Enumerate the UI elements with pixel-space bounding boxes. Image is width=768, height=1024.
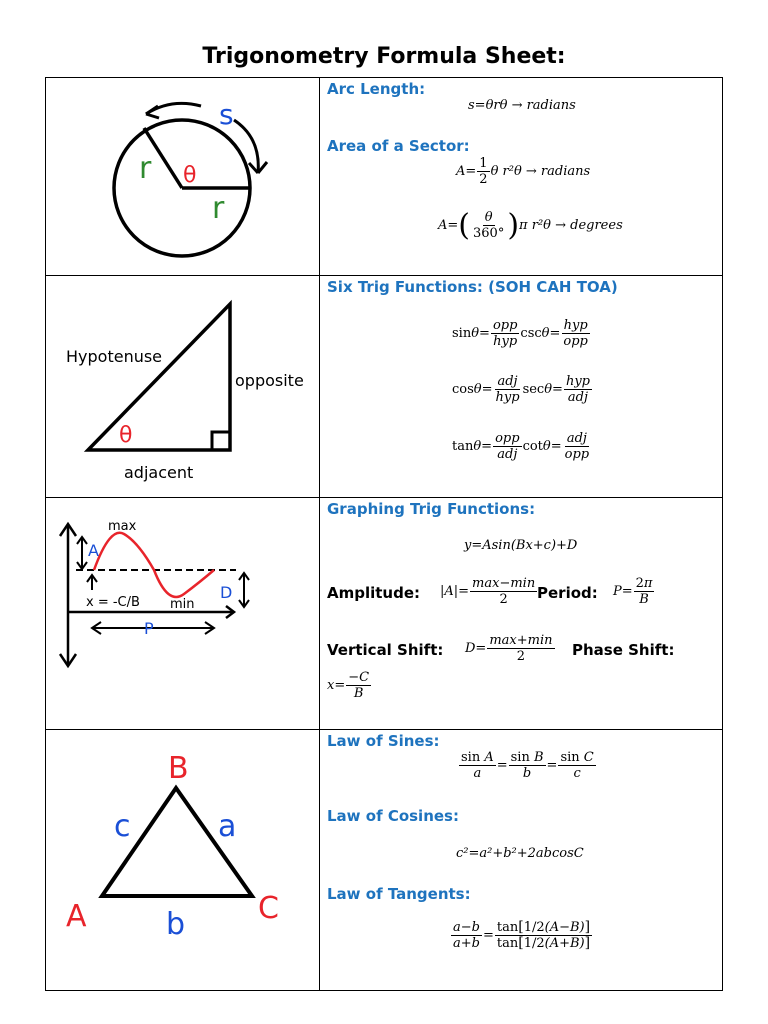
period-label: Period: bbox=[537, 584, 598, 602]
vertical-shift-formula: D= $\frac{\max+\min}{2}$ bbox=[465, 633, 553, 664]
law-of-sines-formula: $\frac{\text{sin A}}{a}$ = $\frac{\text{sin B}}{b}$ = $\frac{\text{sin C}}{c}$ bbox=[461, 750, 594, 781]
side-c-label: c bbox=[114, 809, 131, 844]
laws-cell bbox=[320, 730, 723, 991]
vertical-shift-label: Vertical Shift: bbox=[327, 641, 444, 659]
arc-formulas-cell bbox=[320, 78, 723, 276]
radius-label-1: r bbox=[139, 151, 152, 186]
radius-label-2: r bbox=[212, 191, 225, 226]
general-sine-formula: y=Asin(Bx+c)+D bbox=[464, 538, 578, 553]
sector-heading: Area of a Sector: bbox=[327, 137, 470, 155]
six-functions-heading: Six Trig Functions: (SOH CAH TOA) bbox=[327, 278, 618, 296]
amplitude-formula: |A|= $\frac{\max-\min}{2}$ bbox=[440, 576, 536, 607]
phase-shift-fig-label: x = -C/B bbox=[86, 595, 140, 610]
vertex-A-label: A bbox=[66, 899, 87, 934]
theta-label: θ bbox=[183, 163, 197, 188]
vertex-C-label: C bbox=[258, 891, 279, 926]
law-of-sines-heading: Law of Sines: bbox=[327, 732, 440, 750]
max-fig-label: max bbox=[108, 519, 137, 534]
graphing-heading: Graphing Trig Functions: bbox=[327, 500, 536, 518]
period-fig-label: P bbox=[144, 619, 154, 638]
row-laws bbox=[46, 730, 723, 991]
right-triangle-figure bbox=[46, 276, 319, 493]
graph-figure-cell bbox=[46, 498, 320, 730]
page-title: Trigonometry Formula Sheet: bbox=[202, 44, 566, 69]
row-six-functions bbox=[46, 276, 723, 498]
sector-radians-suffix: θ r²θ → radians bbox=[490, 164, 591, 179]
law-of-tangents-heading: Law of Tangents: bbox=[327, 885, 471, 903]
phase-shift-label: Phase Shift: bbox=[572, 641, 675, 659]
six-functions-cell bbox=[320, 276, 723, 498]
adjacent-label: adjacent bbox=[124, 463, 194, 482]
sector-degrees-suffix: π r²θ → degrees bbox=[519, 218, 623, 233]
arc-s-label: s bbox=[219, 98, 234, 131]
law-of-tangents-formula: $\frac{a-b}{a+b}$ = $\frac{\tan[1/2(A-B)]}{\tan[1/2(A+B)]}$ bbox=[453, 919, 591, 951]
theta-angle-label: θ bbox=[119, 423, 133, 448]
sector-degrees-formula: A= ( $\frac{\theta}{360^\circ}$ ) π r²θ → degrees bbox=[438, 207, 623, 243]
formula-table bbox=[45, 77, 723, 991]
min-fig-label: min bbox=[170, 597, 195, 612]
oblique-triangle-figure-cell bbox=[46, 730, 320, 991]
row-graphing bbox=[46, 498, 723, 730]
circle-figure-cell bbox=[46, 78, 320, 276]
hypotenuse-label: Hypotenuse bbox=[66, 347, 163, 366]
tan-cot-formula: tan θ= $\frac{\text{opp}}{\text{adj}}$ cot θ= $\frac{\text{adj}}{\text{opp}}$ bbox=[452, 431, 590, 462]
triangle-figure-cell bbox=[46, 276, 320, 498]
amplitude-label: Amplitude: bbox=[327, 584, 421, 602]
row-arc bbox=[46, 78, 723, 276]
law-of-cosines-formula: c²=a²+b²+2abcosC bbox=[456, 846, 584, 861]
arc-length-formula: s=θrθ → radians bbox=[468, 98, 576, 113]
cos-sec-formula: cos θ= $\frac{\text{adj}}{\text{hyp}}$ sec θ= $\frac{\text{hyp}}{\text{adj}}$ bbox=[452, 374, 590, 405]
amplitude-fig-label: A bbox=[88, 541, 99, 560]
graphing-cell bbox=[320, 498, 723, 730]
vshift-fig-label: D bbox=[220, 583, 233, 602]
side-b-label: b bbox=[166, 907, 186, 942]
arc-length-heading: Arc Length: bbox=[327, 80, 426, 98]
sin-csc-formula: sin θ= $\frac{\text{opp}}{\text{hyp}}$ csc θ= $\frac{\text{hyp}}{\text{opp}}$ bbox=[452, 318, 588, 349]
law-of-cosines-heading: Law of Cosines: bbox=[327, 807, 459, 825]
sine-graph-figure bbox=[46, 498, 319, 725]
period-formula: P= $\frac{2\pi}{B}$ bbox=[613, 576, 653, 607]
oblique-triangle-figure bbox=[46, 730, 319, 986]
phase-shift-formula: x= $\frac{-C}{B}$ bbox=[327, 670, 370, 701]
vertex-B-label: B bbox=[168, 751, 189, 786]
circle-sector-figure bbox=[46, 78, 319, 271]
opposite-label: opposite bbox=[235, 371, 304, 390]
side-a-label: a bbox=[218, 809, 237, 844]
sector-radians-formula: A= $\frac{1}{2}$ θ r²θ → radians bbox=[456, 156, 591, 187]
